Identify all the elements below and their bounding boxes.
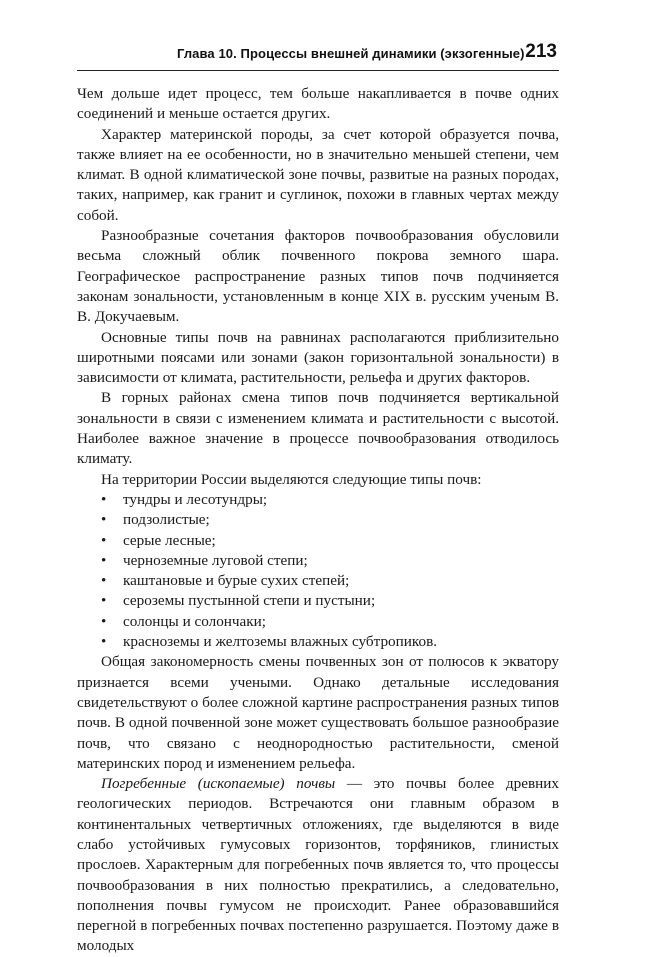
bullet: • [101, 490, 107, 508]
soil-types-list [77, 490, 559, 652]
bullet: • [101, 511, 107, 529]
bullet: • [101, 531, 107, 549]
list-item-text: тундры и лесотундры; [123, 490, 268, 508]
list-item-text: красноземы и желтоземы влажных субтропиков. [123, 633, 438, 651]
paragraph: Разнообразные сочетания факторов почвообразования обусловили весьма сложный облик почвенного покрова земного шара. Географическое распространение разных типов почв подчиняется законам зональности, установленным в конце XIX в. русским ученым В. В. Докучаевым. [77, 227, 559, 326]
paragraph: В горных районах смена типов почв подчиняется вертикальной зональности в связи с изменением климата и растительности с высотой. Наиболее важное значение в процессе почвообразования отводилось климату. [77, 389, 559, 468]
bullet: • [101, 612, 107, 630]
list-item [77, 510, 559, 530]
bullet: • [101, 592, 107, 610]
list-item [77, 551, 559, 571]
list-item [77, 571, 559, 591]
term-buried-soils: Погребенные (ископаемые) почвы [101, 775, 336, 793]
paragraph: Чем дольше идет процесс, тем больше накапливается в почве одних соединений и меньше остается других. [77, 85, 559, 123]
paragraph: На территории России выделяются следующие типы почв: [101, 470, 482, 488]
list-item-text: солонцы и солончаки; [123, 612, 267, 630]
paragraph: Общая закономерность смены почвенных зон от полюсов к экватору признается всеми учеными. Однако детальные исследования свидетельствуют о более сложной картине распространения разных типов почв. В одной почвенной зоне может существовать большое разнообразие почв, что связано с неоднородностью растительности, сменой материнских пород и изменением рельефа. [77, 653, 559, 772]
bullet: • [101, 633, 107, 651]
list-item [77, 591, 559, 611]
page-number: 213 [525, 41, 557, 62]
list-item-text: серые лесные; [123, 531, 216, 549]
bullet: • [101, 572, 107, 590]
page-header [77, 40, 559, 71]
body-text [77, 84, 559, 957]
list-item [77, 632, 559, 652]
paragraph-buried-soils [77, 774, 559, 957]
list-item-text: каштановые и бурые сухих степей; [123, 572, 350, 590]
bullet: • [101, 551, 107, 569]
list-item [77, 612, 559, 632]
list-item [77, 490, 559, 510]
buried-soils-text: — это почвы более древних геологических периодов. Встречаются они главным образом в континентальных четвертичных отложениях, где выделяются в виде слабо устойчивых гумусовых горизонтов, торфяников, глинистых прослоев. Характерным для погребенных почв является то, что процессы почвообразования в них полностью прекратились, а следовательно, пополнения почвы гумусом не происходит. Ранее образовавшийся перегной в погребенных почвах постепенно разрушается. Поэтому даже в молодых [77, 775, 560, 955]
list-item-text: подзолистые; [123, 511, 210, 529]
list-item-text: сероземы пустынной степи и пустыни; [123, 592, 376, 610]
list-item [77, 531, 559, 551]
paragraph: Характер материнской породы, за счет которой образуется почва, также влияет на ее особенности, но в значительно меньшей степени, чем климат. В одной климатической зоне почвы, развитые на разных породах, таких, например, как гранит и суглинок, похожи в главных чертах между собой. [77, 125, 559, 224]
paragraph: Основные типы почв на равнинах располагаются приблизительно широтными поясами или зонами (закон горизонтальной зональности) в зависимости от климата, растительности, рельефа и других факторов. [77, 328, 559, 387]
list-item-text: черноземные луговой степи; [123, 551, 308, 569]
running-head: Глава 10. Процессы внешней динамики (экзогенные) [177, 46, 525, 61]
